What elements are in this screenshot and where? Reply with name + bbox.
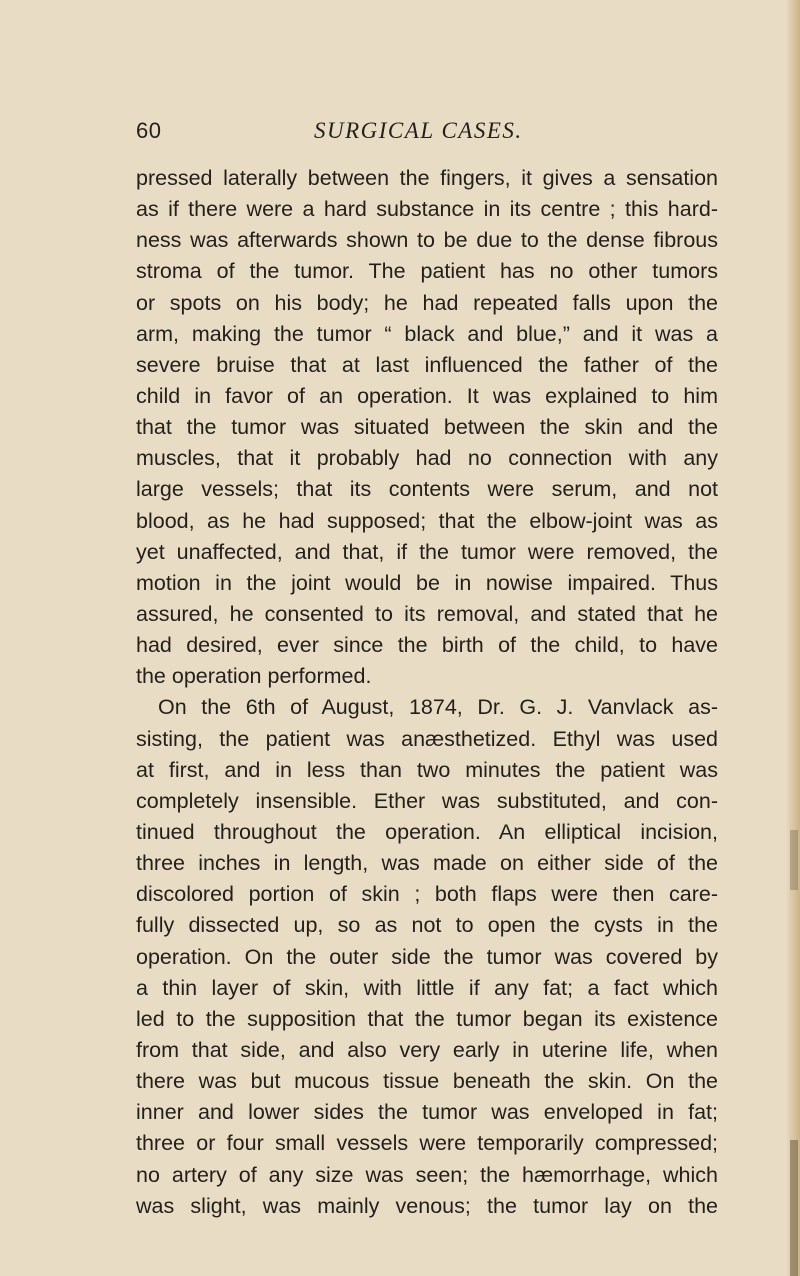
text-line: discolored portion of skin ; both flaps were then care- [136, 882, 718, 907]
body-text [136, 163, 718, 1222]
page-header [136, 118, 716, 150]
text-line: ness was afterwards shown to be due to the dense fibrous [136, 228, 718, 253]
text-line: fully dissected up, so as not to open the cysts in the [136, 913, 718, 938]
text-line: three or four small vessels were temporarily compressed; [136, 1131, 718, 1156]
text-line: large vessels; that its contents were serum, and not [136, 477, 718, 502]
text-line: inner and lower sides the tumor was enveloped in fat; [136, 1100, 718, 1125]
text-line: motion in the joint would be in nowise impaired. Thus [136, 570, 718, 595]
text-line: at first, and in less than two minutes the patient was [136, 757, 718, 782]
text-line: tinued throughout the operation. An elliptical incision, [136, 819, 718, 844]
page-edge-shadow [790, 830, 798, 890]
text-line: that the tumor was situated between the skin and the [136, 415, 718, 440]
paragraph-end-line: the operation performed. [136, 664, 372, 689]
text-line: assured, he consented to its removal, and stated that he [136, 601, 718, 626]
paragraph-start-line: On the 6th of August, 1874, Dr. G. J. Vanvlack as- [158, 695, 718, 720]
text-line: led to the supposition that the tumor began its existence [136, 1006, 718, 1031]
page-number: 60 [136, 118, 162, 143]
text-line: yet unaffected, and that, if the tumor were removed, the [136, 539, 718, 564]
text-line: child in favor of an operation. It was explained to him [136, 383, 718, 408]
text-line: was slight, was mainly venous; the tumor lay on the [136, 1193, 718, 1218]
text-line: operation. On the outer side the tumor was covered by [136, 944, 718, 969]
text-line: as if there were a hard substance in its centre ; this hard- [136, 197, 718, 222]
text-line: had desired, ever since the birth of the child, to have [136, 633, 718, 658]
running-head: SURGICAL CASES. [314, 118, 523, 143]
text-line: from that side, and also very early in uterine life, when [136, 1037, 718, 1062]
text-line: or spots on his body; he had repeated falls upon the [136, 290, 718, 315]
text-line: there was but mucous tissue beneath the skin. On the [136, 1069, 718, 1094]
text-line: no artery of any size was seen; the hæmorrhage, which [136, 1162, 718, 1187]
text-line: sisting, the patient was anæsthetized. Ethyl was used [136, 726, 718, 751]
text-line: arm, making the tumor “ black and blue,” and it was a [136, 321, 718, 346]
text-line: stroma of the tumor. The patient has no other tumors [136, 259, 718, 284]
text-line: muscles, that it probably had no connection with any [136, 446, 718, 471]
text-line: pressed laterally between the fingers, it gives a sensation [136, 166, 718, 190]
page-edge-shadow [790, 1140, 798, 1276]
text-line: a thin layer of skin, with little if any fat; a fact which [136, 975, 718, 1000]
text-line: blood, as he had supposed; that the elbow-joint was as [136, 508, 718, 533]
page-edge [786, 0, 800, 1276]
text-line: severe bruise that at last influenced the father of the [136, 352, 718, 377]
text-line: three inches in length, was made on either side of the [136, 851, 718, 876]
text-line: completely insensible. Ether was substituted, and con- [136, 788, 718, 813]
